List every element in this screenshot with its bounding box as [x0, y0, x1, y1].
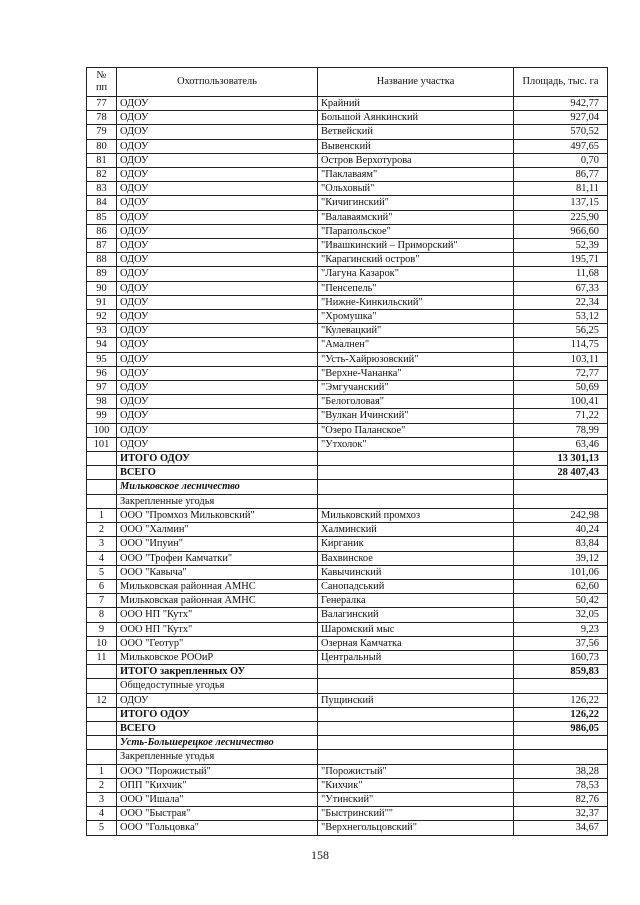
- row-site: Мильковский промхоз: [318, 508, 514, 522]
- row-number: 5: [87, 821, 117, 835]
- row-user: ООО "Порожистый": [117, 764, 318, 778]
- table-row: [87, 125, 608, 139]
- table-row: [87, 523, 608, 537]
- table-row: [87, 594, 608, 608]
- row-number: 5: [87, 565, 117, 579]
- row-user: ОДОУ: [117, 310, 318, 324]
- table-row: [87, 281, 608, 295]
- row-area: 72,77: [514, 366, 608, 380]
- header-number: № пп: [87, 68, 117, 97]
- row-number: 2: [87, 778, 117, 792]
- row-user: ОДОУ: [117, 338, 318, 352]
- row-user: ОДОУ: [117, 224, 318, 238]
- row-area: 986,05: [514, 721, 608, 735]
- row-user: ОДОУ: [117, 125, 318, 139]
- row-user: ОДОУ: [117, 182, 318, 196]
- row-user: ОДОУ: [117, 111, 318, 125]
- row-area: 942,77: [514, 97, 608, 111]
- table-row: [87, 196, 608, 210]
- table-row: [87, 366, 608, 380]
- row-area: [514, 750, 608, 764]
- table-row: [87, 665, 608, 679]
- row-user: ООО "Промхоз Мильковский": [117, 508, 318, 522]
- row-number: 82: [87, 168, 117, 182]
- row-area: 81,11: [514, 182, 608, 196]
- table-row: [87, 792, 608, 806]
- row-site: "Порожистый": [318, 764, 514, 778]
- row-number: 101: [87, 437, 117, 451]
- row-number: 80: [87, 139, 117, 153]
- table-row: [87, 295, 608, 309]
- row-site: "Утинский": [318, 792, 514, 806]
- table-row: [87, 579, 608, 593]
- table-row: [87, 310, 608, 324]
- table-row: [87, 182, 608, 196]
- row-site: "Ивашкинский – Приморский": [318, 239, 514, 253]
- table-row: [87, 395, 608, 409]
- row-number: [87, 707, 117, 721]
- table-row: [87, 636, 608, 650]
- row-site: Пущинский: [318, 693, 514, 707]
- row-area: 39,12: [514, 551, 608, 565]
- row-user: ИТОГО закрепленных ОУ: [117, 665, 318, 679]
- row-site: "Усть-Хайрюзовский": [318, 352, 514, 366]
- row-area: 71,22: [514, 409, 608, 423]
- row-site: "Валаваямский": [318, 210, 514, 224]
- row-area: 0,70: [514, 153, 608, 167]
- row-number: 3: [87, 537, 117, 551]
- row-site: "Хромушка": [318, 310, 514, 324]
- row-number: 1: [87, 764, 117, 778]
- row-site: Вахвинское: [318, 551, 514, 565]
- row-site: "Амалнен": [318, 338, 514, 352]
- row-area: 50,42: [514, 594, 608, 608]
- row-number: 81: [87, 153, 117, 167]
- row-user: ОДОУ: [117, 281, 318, 295]
- table-row: [87, 381, 608, 395]
- row-site: "Верхне-Чананка": [318, 366, 514, 380]
- table-row: [87, 693, 608, 707]
- row-number: [87, 494, 117, 508]
- row-site: "Кихчик": [318, 778, 514, 792]
- row-site: "Кулевацкий": [318, 324, 514, 338]
- table-row: [87, 338, 608, 352]
- row-user: ОДОУ: [117, 423, 318, 437]
- header-site: Название участка: [318, 68, 514, 97]
- row-area: 78,99: [514, 423, 608, 437]
- row-area: 78,53: [514, 778, 608, 792]
- row-number: 85: [87, 210, 117, 224]
- row-user: ОДОУ: [117, 395, 318, 409]
- row-number: 6: [87, 579, 117, 593]
- row-area: 82,76: [514, 792, 608, 806]
- row-user: ОДОУ: [117, 168, 318, 182]
- table-row: [87, 750, 608, 764]
- row-user: ООО "Геотур": [117, 636, 318, 650]
- row-site: "Быстринский"": [318, 807, 514, 821]
- row-area: 195,71: [514, 253, 608, 267]
- row-site: Центральный: [318, 650, 514, 664]
- table-row: [87, 409, 608, 423]
- row-number: 9: [87, 622, 117, 636]
- row-user: ИТОГО ОДОУ: [117, 707, 318, 721]
- table-row: [87, 778, 608, 792]
- row-site: [318, 736, 514, 750]
- table-row: [87, 224, 608, 238]
- row-number: 99: [87, 409, 117, 423]
- row-number: 90: [87, 281, 117, 295]
- table-row: [87, 707, 608, 721]
- table-row: [87, 210, 608, 224]
- row-site: Шаромский мыс: [318, 622, 514, 636]
- row-site: [318, 665, 514, 679]
- table-row: [87, 437, 608, 451]
- row-number: 84: [87, 196, 117, 210]
- row-number: 94: [87, 338, 117, 352]
- table-row: [87, 608, 608, 622]
- row-site: Халминский: [318, 523, 514, 537]
- table-row: [87, 721, 608, 735]
- row-site: Санопадський: [318, 579, 514, 593]
- table-row: [87, 352, 608, 366]
- row-area: 114,75: [514, 338, 608, 352]
- row-area: 160,73: [514, 650, 608, 664]
- row-site: "Вулкан Ичинский": [318, 409, 514, 423]
- row-area: 497,65: [514, 139, 608, 153]
- row-site: "Пенсепель": [318, 281, 514, 295]
- row-user: ОДОУ: [117, 196, 318, 210]
- row-user: ОДОУ: [117, 139, 318, 153]
- row-number: 100: [87, 423, 117, 437]
- row-area: 62,60: [514, 579, 608, 593]
- row-number: 83: [87, 182, 117, 196]
- table-row: [87, 111, 608, 125]
- row-site: [318, 679, 514, 693]
- table-row: [87, 466, 608, 480]
- page-number: 158: [311, 848, 329, 862]
- row-area: 40,24: [514, 523, 608, 537]
- row-area: [514, 480, 608, 494]
- row-site: "Нижне-Кинкильский": [318, 295, 514, 309]
- row-user: ОДОУ: [117, 693, 318, 707]
- row-site: "Карагинский остров": [318, 253, 514, 267]
- row-area: 52,39: [514, 239, 608, 253]
- table-row: [87, 153, 608, 167]
- row-site: "Верхнегольцовский": [318, 821, 514, 835]
- row-user: ОДОУ: [117, 239, 318, 253]
- table-row: [87, 679, 608, 693]
- row-site: [318, 480, 514, 494]
- row-user: Мильковская районная АМНС: [117, 594, 318, 608]
- row-site: Большой Аянкинский: [318, 111, 514, 125]
- row-user: ООО "Трофеи Камчатки": [117, 551, 318, 565]
- row-number: 93: [87, 324, 117, 338]
- row-number: 89: [87, 267, 117, 281]
- row-user: ОДОУ: [117, 153, 318, 167]
- row-number: 8: [87, 608, 117, 622]
- row-user: ОДОУ: [117, 97, 318, 111]
- row-area: 13 301,13: [514, 452, 608, 466]
- row-user: ООО "Ишала": [117, 792, 318, 806]
- row-number: 10: [87, 636, 117, 650]
- row-site: [318, 452, 514, 466]
- row-area: 103,11: [514, 352, 608, 366]
- row-number: [87, 736, 117, 750]
- table-row: [87, 807, 608, 821]
- row-site: [318, 750, 514, 764]
- row-site: [318, 707, 514, 721]
- row-area: 927,04: [514, 111, 608, 125]
- table-row: [87, 537, 608, 551]
- row-user: ИТОГО ОДОУ: [117, 452, 318, 466]
- row-number: 12: [87, 693, 117, 707]
- row-site: "Паклаваям": [318, 168, 514, 182]
- row-number: 87: [87, 239, 117, 253]
- row-site: "Озеро Паланское": [318, 423, 514, 437]
- row-area: 28 407,43: [514, 466, 608, 480]
- row-area: 67,33: [514, 281, 608, 295]
- row-user: ООО "Быстрая": [117, 807, 318, 821]
- row-user: Общедоступные угодья: [117, 679, 318, 693]
- row-site: "Кичигинский": [318, 196, 514, 210]
- row-number: 2: [87, 523, 117, 537]
- row-number: 1: [87, 508, 117, 522]
- row-number: [87, 665, 117, 679]
- row-area: 56,25: [514, 324, 608, 338]
- table-row: [87, 821, 608, 835]
- row-user: ВСЕГО: [117, 466, 318, 480]
- row-area: 83,84: [514, 537, 608, 551]
- row-area: 966,60: [514, 224, 608, 238]
- row-site: [318, 721, 514, 735]
- row-area: 53,12: [514, 310, 608, 324]
- row-area: 50,69: [514, 381, 608, 395]
- row-user: ООО "Халмин": [117, 523, 318, 537]
- row-area: 63,46: [514, 437, 608, 451]
- row-site: "Парапольское": [318, 224, 514, 238]
- row-area: 126,22: [514, 707, 608, 721]
- row-site: "Лагуна Казарок": [318, 267, 514, 281]
- row-area: 126,22: [514, 693, 608, 707]
- row-number: 78: [87, 111, 117, 125]
- table-row: [87, 650, 608, 664]
- row-site: "Утхолок": [318, 437, 514, 451]
- row-number: 11: [87, 650, 117, 664]
- row-area: 137,15: [514, 196, 608, 210]
- row-area: 22,34: [514, 295, 608, 309]
- header-area: Площадь, тыс. га: [514, 68, 608, 97]
- row-number: 98: [87, 395, 117, 409]
- row-site: "Эмгучанский": [318, 381, 514, 395]
- row-area: 11,68: [514, 267, 608, 281]
- row-user: ОДОУ: [117, 366, 318, 380]
- table-row: [87, 139, 608, 153]
- row-user: ОПП "Кихчик": [117, 778, 318, 792]
- row-area: 86,77: [514, 168, 608, 182]
- table-row: [87, 97, 608, 111]
- header-user: Охотпользователь: [117, 68, 318, 97]
- row-user: Закрепленные угодья: [117, 750, 318, 764]
- row-area: 101,06: [514, 565, 608, 579]
- row-area: 225,90: [514, 210, 608, 224]
- row-user: ОДОУ: [117, 253, 318, 267]
- row-site: Ветвейский: [318, 125, 514, 139]
- row-number: 91: [87, 295, 117, 309]
- row-area: 34,67: [514, 821, 608, 835]
- row-number: 97: [87, 381, 117, 395]
- row-area: 32,05: [514, 608, 608, 622]
- hunting-grounds-table: [86, 67, 608, 836]
- row-area: 859,83: [514, 665, 608, 679]
- row-area: [514, 679, 608, 693]
- row-area: [514, 494, 608, 508]
- row-user: Мильковское лесничество: [117, 480, 318, 494]
- row-number: 4: [87, 551, 117, 565]
- table-row: [87, 452, 608, 466]
- row-user: ООО НП "Кутх": [117, 608, 318, 622]
- table-row: [87, 267, 608, 281]
- row-site: Кирганик: [318, 537, 514, 551]
- row-site: Вывенский: [318, 139, 514, 153]
- row-user: Мильковское РООиР: [117, 650, 318, 664]
- table-row: [87, 324, 608, 338]
- row-user: ОДОУ: [117, 210, 318, 224]
- row-user: ОДОУ: [117, 352, 318, 366]
- row-number: 3: [87, 792, 117, 806]
- row-site: "Белоголовая": [318, 395, 514, 409]
- row-site: "Ольховый": [318, 182, 514, 196]
- row-site: Остров Верхотурова: [318, 153, 514, 167]
- row-area: 100,41: [514, 395, 608, 409]
- table-row: [87, 253, 608, 267]
- table-header-row: [87, 68, 608, 97]
- row-number: 79: [87, 125, 117, 139]
- table-row: [87, 423, 608, 437]
- row-site: Крайний: [318, 97, 514, 111]
- row-number: 92: [87, 310, 117, 324]
- row-number: 88: [87, 253, 117, 267]
- row-number: 7: [87, 594, 117, 608]
- table-row: [87, 551, 608, 565]
- row-area: 242,98: [514, 508, 608, 522]
- row-user: ОДОУ: [117, 437, 318, 451]
- row-site: [318, 494, 514, 508]
- table-row: [87, 239, 608, 253]
- row-user: ООО "Ипуин": [117, 537, 318, 551]
- row-user: ВСЕГО: [117, 721, 318, 735]
- row-number: 86: [87, 224, 117, 238]
- row-area: 38,28: [514, 764, 608, 778]
- row-number: [87, 750, 117, 764]
- row-user: ОДОУ: [117, 409, 318, 423]
- row-user: Мильковская районная АМНС: [117, 579, 318, 593]
- table-row: [87, 764, 608, 778]
- row-user: ОДОУ: [117, 324, 318, 338]
- row-site: Валагинский: [318, 608, 514, 622]
- row-user: Закрепленные угодья: [117, 494, 318, 508]
- table-row: [87, 480, 608, 494]
- row-user: Усть-Большерецкое лесничество: [117, 736, 318, 750]
- row-number: [87, 721, 117, 735]
- row-number: 4: [87, 807, 117, 821]
- row-user: ОДОУ: [117, 267, 318, 281]
- row-site: Генералка: [318, 594, 514, 608]
- table-row: [87, 508, 608, 522]
- row-site: [318, 466, 514, 480]
- row-number: [87, 480, 117, 494]
- table-row: [87, 736, 608, 750]
- row-user: ОДОУ: [117, 381, 318, 395]
- row-user: ООО "Кавыча": [117, 565, 318, 579]
- row-user: ООО "Гольцовка": [117, 821, 318, 835]
- row-number: [87, 452, 117, 466]
- row-number: 95: [87, 352, 117, 366]
- row-number: [87, 466, 117, 480]
- table-row: [87, 494, 608, 508]
- row-user: ООО НП "Кутх": [117, 622, 318, 636]
- row-area: 9,23: [514, 622, 608, 636]
- row-site: Кавычинский: [318, 565, 514, 579]
- row-user: ОДОУ: [117, 295, 318, 309]
- row-area: [514, 736, 608, 750]
- row-number: 77: [87, 97, 117, 111]
- row-area: 32,37: [514, 807, 608, 821]
- row-number: [87, 679, 117, 693]
- row-area: 570,52: [514, 125, 608, 139]
- row-area: 37,56: [514, 636, 608, 650]
- row-site: Озерная Камчатка: [318, 636, 514, 650]
- table-row: [87, 168, 608, 182]
- table-row: [87, 622, 608, 636]
- row-number: 96: [87, 366, 117, 380]
- table-row: [87, 565, 608, 579]
